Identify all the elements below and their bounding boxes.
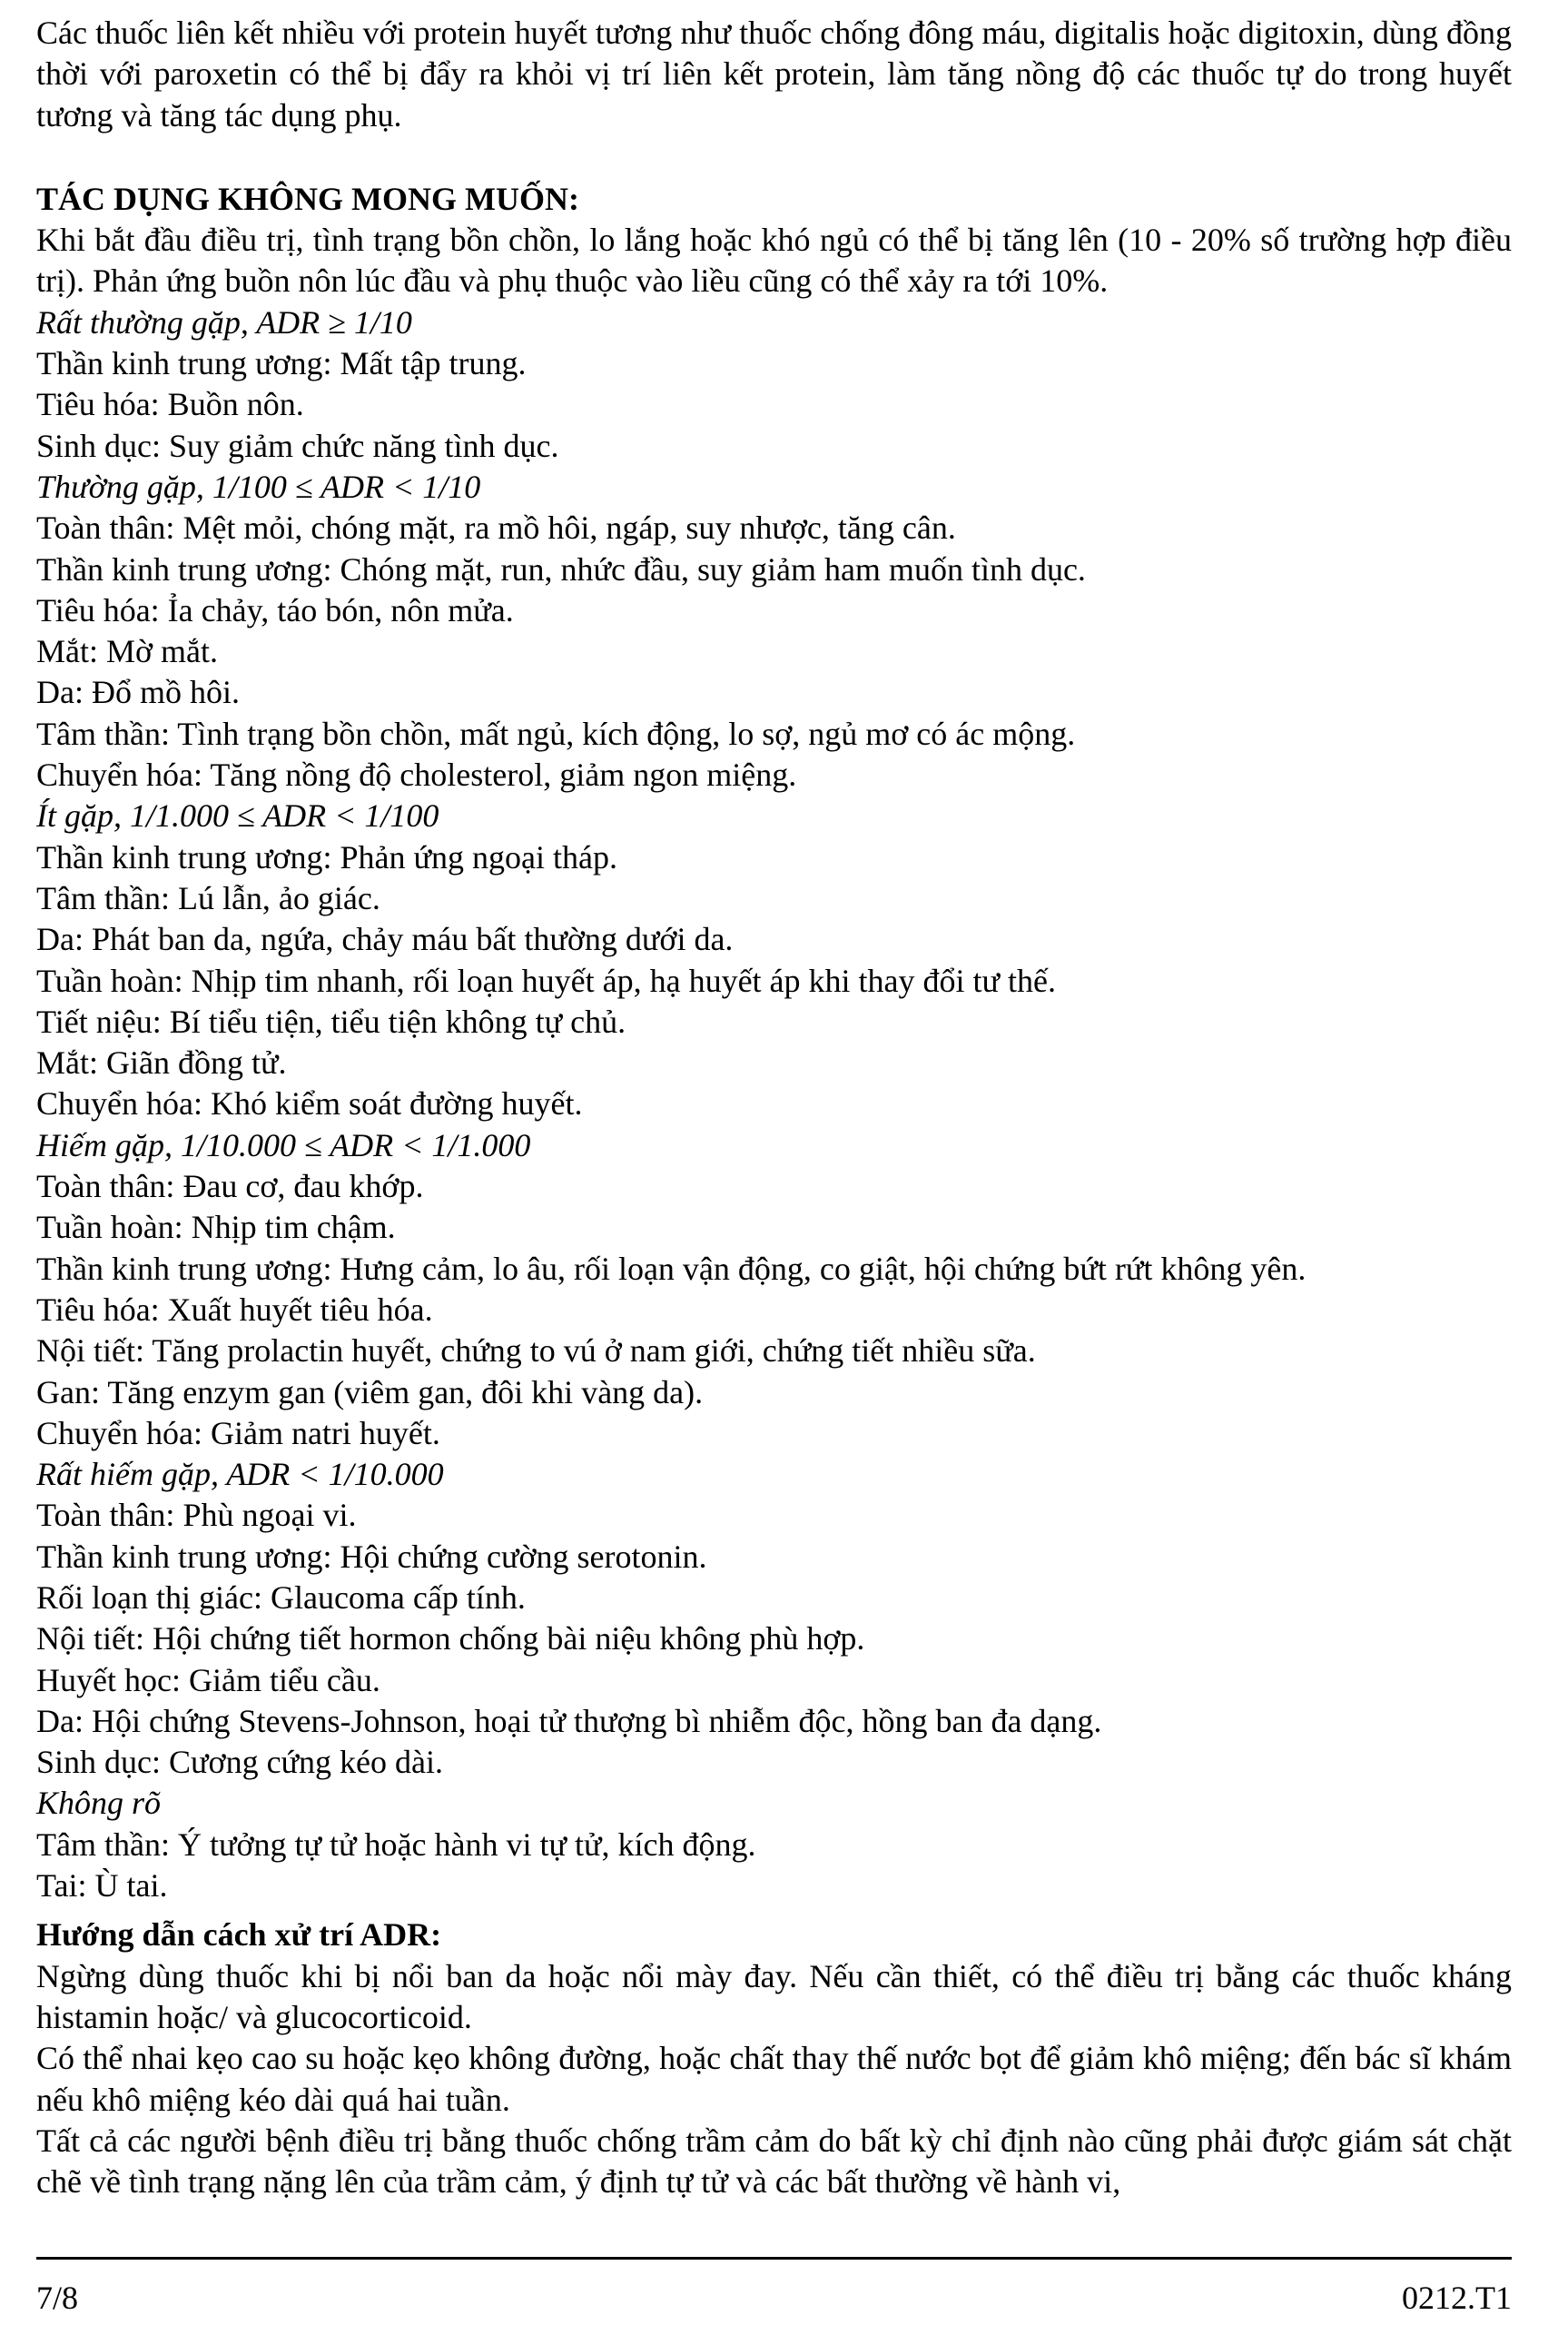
frequency-label: Thường gặp, 1/100 ≤ ADR < 1/10	[36, 468, 481, 505]
list-item: Tâm thần: Ý tưởng tự tử hoặc hành vi tự tử, kích động.	[36, 1825, 756, 1863]
list-item: Tiêu hóa: Buồn nôn.	[36, 386, 304, 423]
list-item: Nội tiết: Tăng prolactin huyết, chứng to vú ở nam giới, chứng tiết nhiều sữa.	[36, 1332, 1036, 1370]
list-item: Chuyển hóa: Giảm natri huyết.	[36, 1414, 440, 1451]
frequency-label: Ít gặp, 1/1.000 ≤ ADR < 1/100	[36, 797, 439, 835]
document-code: 0212.T1	[1402, 2280, 1512, 2316]
adverse-group-very-rare	[36, 1454, 1512, 1783]
list-item: Mắt: Giãn đồng tử.	[36, 1044, 287, 1082]
list-item: Gan: Tăng enzym gan (viêm gan, đôi khi vàng da).	[36, 1373, 704, 1410]
adverse-effects-intro: Khi bắt đầu điều trị, tình trạng bồn chồn, lo lắng hoặc khó ngủ có thể bị tăng lên (10 - 20% số trường hợp điều trị). Phản ứng buồn nôn lúc đầu và phụ thuộc vào liều cũng có thể xảy ra tới 10%.	[36, 222, 1512, 300]
list-item: Chuyển hóa: Khó kiểm soát đường huyết.	[36, 1085, 583, 1123]
management-paragraph: Có thể nhai kẹo cao su hoặc kẹo không đường, hoặc chất thay thế nước bọt để giảm khô miệng; đến bác sĩ khám nếu khô miệng kéo dài quá hai tuần.	[36, 2040, 1512, 2118]
adr-management-heading: Hướng dẫn cách xử trí ADR:	[36, 1916, 442, 1954]
management-paragraph: Ngừng dùng thuốc khi bị nổi ban da hoặc nổi mày đay. Nếu cần thiết, có thể điều trị bằng các thuốc kháng histamin hoặc/ và glucocorticoid.	[36, 1957, 1512, 2035]
frequency-label: Rất thường gặp, ADR ≥ 1/10	[36, 303, 412, 341]
list-item: Tâm thần: Lú lẫn, ảo giác.	[36, 879, 380, 916]
list-item: Thần kinh trung ương: Mất tập trung.	[36, 345, 527, 382]
management-paragraph: Tất cả các người bệnh điều trị bằng thuốc chống trầm cảm do bất kỳ chỉ định nào cũng phải được giám sát chặt chẽ về tình trạng nặng lên của trầm cảm, ý định tự tử và các bất thường về hành vi,	[36, 2122, 1512, 2201]
footer-divider	[36, 2257, 1512, 2260]
list-item: Huyết học: Giảm tiểu cầu.	[36, 1661, 380, 1698]
intro-paragraph: Các thuốc liên kết nhiều với protein huyết tương như thuốc chống đông máu, digitalis hoặc digitoxin, dùng đồng thời với paroxetin có thể bị đẩy ra khỏi vị trí liên kết protein, làm tăng nồng độ các thuốc tự do trong huyết tương và tăng tác dụng phụ.	[36, 15, 1512, 134]
adverse-group-common	[36, 467, 1512, 796]
page-footer	[36, 2280, 1512, 2316]
list-item: Thần kinh trung ương: Hưng cảm, lo âu, rối loạn vận động, co giật, hội chứng bứt rứt không yên.	[36, 1250, 1307, 1287]
list-item: Tâm thần: Tình trạng bồn chồn, mất ngủ, kích động, lo sợ, ngủ mơ có ác mộng.	[36, 715, 1076, 752]
list-item: Thần kinh trung ương: Phản ứng ngoại tháp.	[36, 838, 617, 876]
spacer	[36, 136, 1512, 179]
list-item: Mắt: Mờ mắt.	[36, 633, 219, 670]
list-item: Sinh dục: Cương cứng kéo dài.	[36, 1744, 444, 1781]
list-item: Toàn thân: Mệt mỏi, chóng mặt, ra mồ hôi, ngáp, suy nhược, tăng cân.	[36, 510, 956, 547]
adverse-group-uncommon	[36, 796, 1512, 1124]
adverse-group-rare	[36, 1125, 1512, 1454]
list-item: Toàn thân: Đau cơ, đau khớp.	[36, 1168, 424, 1205]
document-page	[36, 13, 1512, 2202]
spacer	[36, 1906, 1512, 1914]
list-item: Thần kinh trung ương: Hội chứng cường serotonin.	[36, 1538, 707, 1575]
frequency-label: Rất hiếm gặp, ADR < 1/10.000	[36, 1456, 444, 1493]
adverse-effects-heading: TÁC DỤNG KHÔNG MONG MUỐN:	[36, 180, 579, 217]
frequency-label: Hiếm gặp, 1/10.000 ≤ ADR < 1/1.000	[36, 1126, 531, 1163]
list-item: Da: Hội chứng Stevens-Johnson, hoại tử thượng bì nhiễm độc, hồng ban đa dạng.	[36, 1702, 1102, 1739]
list-item: Da: Phát ban da, ngứa, chảy máu bất thường dưới da.	[36, 921, 734, 958]
list-item: Thần kinh trung ương: Chóng mặt, run, nhức đầu, suy giảm ham muốn tình dục.	[36, 550, 1086, 588]
list-item: Nội tiết: Hội chứng tiết hormon chống bài niệu không phù hợp.	[36, 1620, 865, 1657]
adverse-group-very-common	[36, 302, 1512, 467]
list-item: Rối loạn thị giác: Glaucoma cấp tính.	[36, 1578, 526, 1616]
adverse-group-unknown	[36, 1783, 1512, 1906]
list-item: Tiêu hóa: Xuất huyết tiêu hóa.	[36, 1291, 433, 1328]
frequency-label: Không rõ	[36, 1785, 162, 1822]
list-item: Da: Đổ mồ hôi.	[36, 674, 240, 711]
page-number: 7/8	[36, 2280, 79, 2316]
list-item: Tiết niệu: Bí tiểu tiện, tiểu tiện không tự chủ.	[36, 1003, 626, 1040]
list-item: Chuyển hóa: Tăng nồng độ cholesterol, giảm ngon miệng.	[36, 757, 797, 794]
list-item: Tuần hoàn: Nhịp tim nhanh, rối loạn huyết áp, hạ huyết áp khi thay đổi tư thế.	[36, 962, 1057, 999]
list-item: Tiêu hóa: Ỉa chảy, táo bón, nôn mửa.	[36, 591, 514, 628]
list-item: Toàn thân: Phù ngoại vi.	[36, 1497, 357, 1534]
list-item: Tai: Ù tai.	[36, 1867, 168, 1905]
list-item: Sinh dục: Suy giảm chức năng tình dục.	[36, 427, 559, 464]
list-item: Tuần hoàn: Nhịp tim chậm.	[36, 1209, 396, 1246]
